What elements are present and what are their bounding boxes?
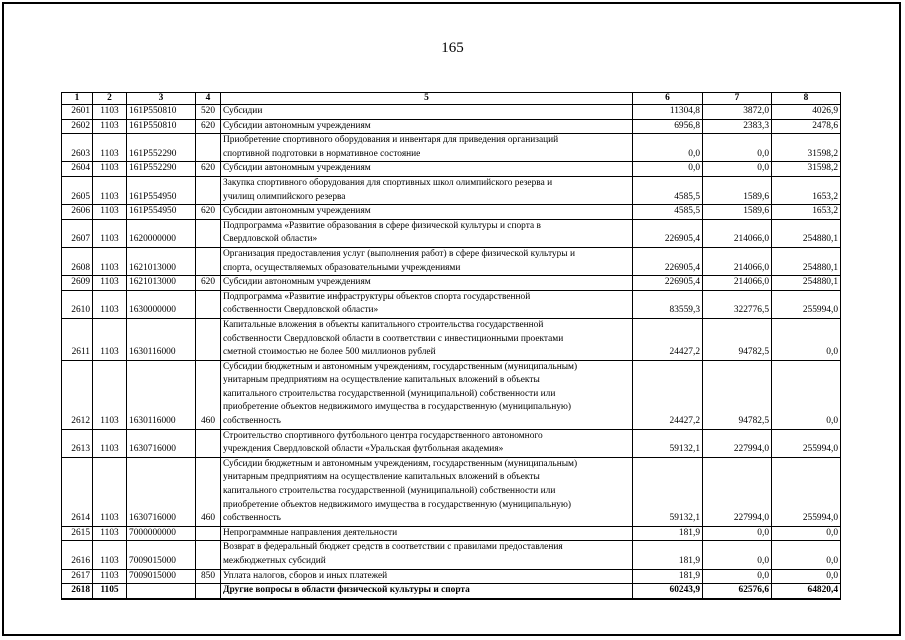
table-row [62, 219, 841, 247]
row-number-cell: 2605 [62, 176, 93, 204]
section-code-cell: 1103 [93, 360, 127, 429]
row-number-cell: 2617 [62, 569, 93, 584]
amount-col8-cell: 254880,1 [772, 276, 841, 291]
amount-col8-cell: 254880,1 [772, 247, 841, 275]
amount-col6-cell: 11304,8 [633, 105, 703, 120]
target-article-cell: 161P550810 [127, 119, 196, 134]
header-col-3: 3 [127, 93, 196, 105]
target-article-cell: 1630116000 [127, 360, 196, 429]
expense-type-cell [196, 541, 221, 569]
item-name-line: Подпрограмма «Развитие образования в сфере физической культуры и спорта в [223, 220, 541, 231]
row-number-cell: 2604 [62, 162, 93, 177]
amount-col8-cell: 4026,9 [772, 105, 841, 120]
amount-col6-cell: 6956,8 [633, 119, 703, 134]
item-name-cell [221, 584, 633, 599]
amount-col7-cell: 0,0 [703, 162, 772, 177]
amount-col8-cell: 254880,1 [772, 219, 841, 247]
row-number-cell: 2607 [62, 219, 93, 247]
expense-type-cell [196, 584, 221, 599]
amount-col7-cell: 214066,0 [703, 219, 772, 247]
section-code-cell: 1103 [93, 176, 127, 204]
item-name-line: училищ олимпийского резерва [223, 191, 346, 202]
amount-col8-cell: 2478,6 [772, 119, 841, 134]
amount-col6-cell: 0,0 [633, 162, 703, 177]
header-col-4: 4 [196, 93, 221, 105]
header-col-8: 8 [772, 93, 841, 105]
item-name-cell [221, 318, 633, 360]
row-number-cell: 2609 [62, 276, 93, 291]
item-name-line: межбюджетных субсидий [223, 556, 326, 566]
amount-col6-cell: 24427,2 [633, 360, 703, 429]
amount-col6-cell: 181,9 [633, 569, 703, 584]
item-name-cell [221, 105, 633, 120]
header-col-6: 6 [633, 93, 703, 105]
section-code-cell: 1103 [93, 457, 127, 526]
expense-type-cell: 520 [196, 105, 221, 120]
item-name-line: Субсидии автономным учреждениям [223, 120, 371, 131]
amount-col7-cell: 62576,6 [703, 584, 772, 599]
amount-col6-cell: 59132,1 [633, 429, 703, 457]
amount-col7-cell: 94782,5 [703, 318, 772, 360]
section-code-cell: 1103 [93, 105, 127, 120]
item-name-cell [221, 247, 633, 275]
expense-type-cell [196, 176, 221, 204]
section-code-cell: 1103 [93, 318, 127, 360]
target-article-cell: 1630116000 [127, 318, 196, 360]
section-code-cell: 1103 [93, 429, 127, 457]
item-name-line: Субсидии автономным учреждениям [223, 277, 371, 288]
table-row [62, 290, 841, 318]
amount-col6-cell: 0,0 [633, 134, 703, 162]
amount-col8-cell: 0,0 [772, 360, 841, 429]
expense-type-cell: 620 [196, 276, 221, 291]
section-code-cell: 1103 [93, 276, 127, 291]
section-code-cell: 1103 [93, 569, 127, 584]
amount-col7-cell: 3872,0 [703, 105, 772, 120]
item-name-line: Субсидии автономным учреждениям [223, 206, 371, 217]
item-name-line: спорта, осуществляемых образовательными учреждениями [223, 262, 461, 273]
target-article-cell: 161P550810 [127, 105, 196, 120]
amount-col7-cell: 214066,0 [703, 276, 772, 291]
amount-col8-cell: 31598,2 [772, 134, 841, 162]
row-number-cell: 2608 [62, 247, 93, 275]
table-row [62, 584, 841, 599]
table-row [62, 134, 841, 162]
item-name-line: приобретение объектов недвижимого имущества в государственную (муниципальную) [223, 402, 572, 413]
item-name-line: учреждения Свердловской области «Уральская футбольная академия» [223, 444, 504, 455]
item-name-line: собственности Свердловской области в соответствии с инвестиционными проектами [223, 333, 564, 344]
amount-col8-cell: 1653,2 [772, 176, 841, 204]
header-col-1: 1 [62, 93, 93, 105]
target-article-cell: 7009015000 [127, 569, 196, 584]
table-row [62, 247, 841, 275]
amount-col6-cell: 181,9 [633, 541, 703, 569]
item-name-line: унитарным предприятиям на осуществление капитальных вложений в объекты [223, 472, 540, 483]
item-name-line: Субсидии [223, 106, 263, 116]
table-row [62, 176, 841, 204]
amount-col7-cell: 227994,0 [703, 457, 772, 526]
item-name-line: спортивной подготовки в нормативное состояние [223, 148, 421, 159]
row-number-cell: 2613 [62, 429, 93, 457]
item-name-cell [221, 219, 633, 247]
amount-col8-cell: 255994,0 [772, 429, 841, 457]
table-body [62, 105, 841, 599]
amount-col6-cell: 226905,4 [633, 219, 703, 247]
target-article-cell: 1630716000 [127, 429, 196, 457]
target-article-cell: 161P554950 [127, 176, 196, 204]
item-name-line: сметной стоимостью не более 500 миллионов рублей [223, 347, 436, 358]
item-name-cell [221, 134, 633, 162]
table-row [62, 318, 841, 360]
expense-type-cell: 460 [196, 457, 221, 526]
table-header-row [62, 93, 841, 105]
amount-col8-cell: 0,0 [772, 569, 841, 584]
target-article-cell [127, 584, 196, 599]
item-name-line: Субсидии бюджетным и автономным учреждениям, государственным (муниципальным) [223, 458, 578, 469]
table-row [62, 162, 841, 177]
amount-col7-cell: 2383,3 [703, 119, 772, 134]
item-name-line: приобретение объектов недвижимого имущества в государственную (муниципальную) [223, 499, 572, 510]
expense-type-cell [196, 134, 221, 162]
section-code-cell: 1103 [93, 526, 127, 541]
item-name-line: Организация предоставления услуг (выполнения работ) в сфере физической культуры и [223, 248, 575, 259]
item-name-line: Субсидии автономным учреждениям [223, 163, 371, 174]
item-name-line: собственность [223, 513, 281, 524]
row-number-cell: 2614 [62, 457, 93, 526]
amount-col8-cell: 1653,2 [772, 205, 841, 220]
amount-col6-cell: 4585,5 [633, 176, 703, 204]
amount-col6-cell: 181,9 [633, 526, 703, 541]
section-code-cell: 1103 [93, 541, 127, 569]
amount-col6-cell: 226905,4 [633, 276, 703, 291]
amount-col6-cell: 24427,2 [633, 318, 703, 360]
target-article-cell: 7009015000 [127, 541, 196, 569]
section-code-cell: 1103 [93, 205, 127, 220]
amount-col8-cell: 31598,2 [772, 162, 841, 177]
row-number-cell: 2616 [62, 541, 93, 569]
budget-table [61, 92, 841, 600]
item-name-cell [221, 176, 633, 204]
row-number-cell: 2615 [62, 526, 93, 541]
section-code-cell: 1103 [93, 219, 127, 247]
target-article-cell: 161P552290 [127, 162, 196, 177]
item-name-cell [221, 360, 633, 429]
page-number: 165 [441, 40, 464, 56]
amount-col7-cell: 0,0 [703, 526, 772, 541]
item-name-cell [221, 162, 633, 177]
item-name-line: Возврат в федеральный бюджет средств в соответствии с правилами предоставления [223, 542, 563, 553]
expense-type-cell: 460 [196, 360, 221, 429]
section-code-cell: 1103 [93, 134, 127, 162]
item-name-line: унитарным предприятиям на осуществление капитальных вложений в объекты [223, 375, 540, 386]
item-name-line: Строительство спортивного футбольного центра государственного автономного [223, 430, 543, 441]
section-code-cell: 1103 [93, 119, 127, 134]
section-code-cell: 1103 [93, 247, 127, 275]
item-name-cell [221, 290, 633, 318]
item-name-cell [221, 119, 633, 134]
amount-col7-cell: 1589,6 [703, 176, 772, 204]
amount-col7-cell: 227994,0 [703, 429, 772, 457]
table-row [62, 541, 841, 569]
expense-type-cell [196, 247, 221, 275]
target-article-cell: 1630716000 [127, 457, 196, 526]
item-name-line: собственности Свердловской области» [223, 305, 379, 316]
item-name-line: Капитальные вложения в объекты капитального строительства государственной [223, 319, 544, 330]
expense-type-cell [196, 290, 221, 318]
item-name-line: Приобретение спортивного оборудования и инвентаря для приведения организаций [223, 135, 559, 146]
row-number-cell: 2611 [62, 318, 93, 360]
item-name-cell [221, 429, 633, 457]
amount-col7-cell: 214066,0 [703, 247, 772, 275]
target-article-cell: 1621013000 [127, 276, 196, 291]
table-row [62, 429, 841, 457]
amount-col6-cell: 60243,9 [633, 584, 703, 599]
amount-col8-cell: 64820,4 [772, 584, 841, 599]
target-article-cell: 1620000000 [127, 219, 196, 247]
amount-col7-cell: 94782,5 [703, 360, 772, 429]
target-article-cell: 1621013000 [127, 247, 196, 275]
row-number-cell: 2612 [62, 360, 93, 429]
amount-col7-cell: 0,0 [703, 134, 772, 162]
amount-col7-cell: 0,0 [703, 541, 772, 569]
section-code-cell: 1103 [93, 162, 127, 177]
item-name-line: Подпрограмма «Развитие инфраструктуры объектов спорта государственной [223, 291, 531, 302]
table-row [62, 360, 841, 429]
table-row [62, 105, 841, 120]
item-name-line: капитального строительства государственной (муниципальной) собственности или [223, 486, 556, 497]
table-row [62, 205, 841, 220]
expense-type-cell [196, 318, 221, 360]
item-name-line: Другие вопросы в области физической культуры и спорта [223, 585, 470, 596]
header-col-5: 5 [221, 93, 633, 105]
target-article-cell: 161P552290 [127, 134, 196, 162]
table-row [62, 526, 841, 541]
expense-type-cell: 850 [196, 569, 221, 584]
target-article-cell: 1630000000 [127, 290, 196, 318]
expense-type-cell: 620 [196, 205, 221, 220]
amount-col8-cell: 255994,0 [772, 290, 841, 318]
item-name-cell [221, 569, 633, 584]
amount-col7-cell: 1589,6 [703, 205, 772, 220]
table-row [62, 119, 841, 134]
item-name-cell [221, 526, 633, 541]
row-number-cell: 2601 [62, 105, 93, 120]
item-name-cell [221, 276, 633, 291]
header-col-2: 2 [93, 93, 127, 105]
row-number-cell: 2603 [62, 134, 93, 162]
row-number-cell: 2618 [62, 584, 93, 599]
target-article-cell: 161P554950 [127, 205, 196, 220]
target-article-cell: 7000000000 [127, 526, 196, 541]
item-name-line: капитального строительства государственной (муниципальной) собственности или [223, 388, 556, 399]
amount-col6-cell: 4585,5 [633, 205, 703, 220]
expense-type-cell [196, 429, 221, 457]
amount-col8-cell: 255994,0 [772, 457, 841, 526]
item-name-cell [221, 541, 633, 569]
row-number-cell: 2610 [62, 290, 93, 318]
amount-col6-cell: 83559,3 [633, 290, 703, 318]
expense-type-cell: 620 [196, 162, 221, 177]
header-col-7: 7 [703, 93, 772, 105]
item-name-line: Уплата налогов, сборов и иных платежей [223, 570, 388, 581]
item-name-line: Непрограммные направления деятельности [223, 527, 398, 538]
amount-col6-cell: 59132,1 [633, 457, 703, 526]
row-number-cell: 2602 [62, 119, 93, 134]
item-name-line: Закупка спортивного оборудования для спортивных школ олимпийского резерва и [223, 177, 553, 188]
expense-type-cell [196, 219, 221, 247]
row-number-cell: 2606 [62, 205, 93, 220]
table-row [62, 569, 841, 584]
table-row [62, 457, 841, 526]
amount-col8-cell: 0,0 [772, 526, 841, 541]
amount-col7-cell: 322776,5 [703, 290, 772, 318]
expense-type-cell: 620 [196, 119, 221, 134]
amount-col8-cell: 0,0 [772, 541, 841, 569]
amount-col8-cell: 0,0 [772, 318, 841, 360]
section-code-cell: 1105 [93, 584, 127, 599]
item-name-line: собственность [223, 416, 281, 427]
item-name-line: Свердловской области» [223, 234, 318, 245]
table-row [62, 276, 841, 291]
item-name-cell [221, 205, 633, 220]
expense-type-cell [196, 526, 221, 541]
item-name-cell [221, 457, 633, 526]
section-code-cell: 1103 [93, 290, 127, 318]
amount-col7-cell: 0,0 [703, 569, 772, 584]
amount-col6-cell: 226905,4 [633, 247, 703, 275]
item-name-line: Субсидии бюджетным и автономным учреждениям, государственным (муниципальным) [223, 361, 578, 372]
